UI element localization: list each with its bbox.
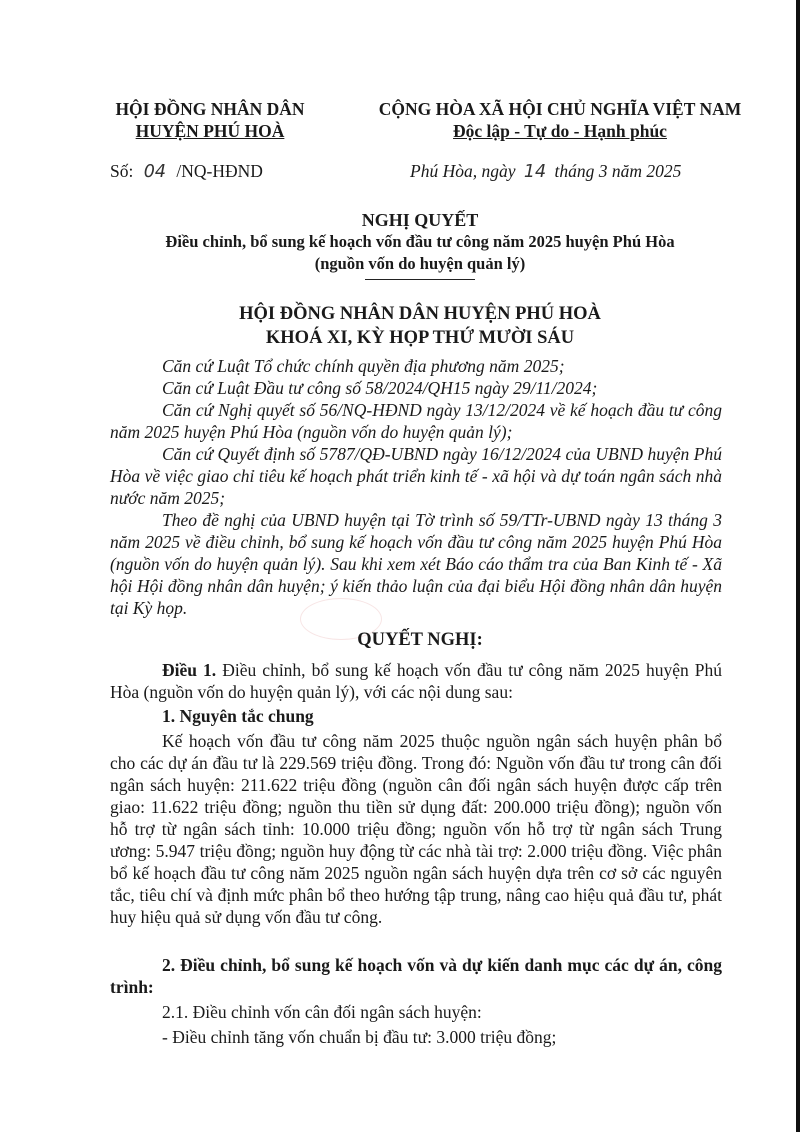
document-number [110, 160, 350, 183]
number-suffix: /NQ-HĐND [176, 161, 263, 181]
date-prefix: Phú Hòa, ngày [410, 161, 516, 181]
basis-item-4: Căn cứ Quyết định số 5787/QĐ-UBND ngày 16/12/2024 của UBND huyện Phú Hòa về việc giao chỉ tiêu kế hoạch phát triển kinh tế - xã hội và dự toán ngân sách nhà nước năm 2025; [110, 444, 722, 508]
national-header [360, 98, 760, 142]
section-2-1-item: - Điều chỉnh tăng vốn chuẩn bị đầu tư: 3.000 triệu đồng; [162, 1027, 557, 1047]
number-prefix: Số: [110, 161, 134, 181]
org-name-line2: HUYỆN PHÚ HOÀ [135, 121, 285, 141]
handwritten-day: 14 [523, 162, 547, 182]
section-2-1: 2.1. Điều chỉnh vốn cân đối ngân sách huyện: [162, 1002, 482, 1022]
basis-item-5: Theo đề nghị của UBND huyện tại Tờ trình số 59/TTr-UBND ngày 13 tháng 3 năm 2025 về điều chỉnh, bổ sung kế hoạch vốn đầu tư công năm 2025 huyện Phú Hòa (nguồn vốn do huyện quản lý). Sau khi xem xét Báo cáo thẩm tra của Ban Kinh tế - Xã hội Hội đồng nhân dân huyện; ý kiến thảo luận của đại biểu Hội đồng nhân dân huyện tại Kỳ họp. [110, 510, 722, 618]
section-1-heading: 1. Nguyên tắc chung [162, 706, 314, 726]
section-2-heading: 2. Điều chỉnh, bổ sung kế hoạch vốn và dự kiến danh mục các dự án, công trình: [110, 955, 722, 997]
date-suffix: tháng 3 năm 2025 [554, 161, 682, 181]
section-1-text: Kế hoạch vốn đầu tư công năm 2025 thuộc nguồn ngân sách huyện phân bổ cho các dự án đầu tư là 229.569 triệu đồng. Trong đó: Nguồn vốn đầu tư trong cân đối ngân sách huyện: 211.622 triệu đồng (nguồn cân đối ngân sách huyện được cấp trên giao: 11.622 triệu đồng; nguồn thu tiền sử dụng đất: 200.000 triệu đồng); nguồn vốn hỗ trợ từ ngân sách tỉnh: 10.000 triệu đồng; nguồn vốn hỗ trợ từ ngân sách Trung ương: 5.947 triệu đồng; nguồn huy động từ các nhà tài trợ: 2.000 triệu đồng. Việc phân bổ kế hoạch đầu tư công năm 2025 nguồn ngân sách huyện dựa trên cơ sở các nguyên tắc, tiêu chí và định mức phân bổ theo hướng tập trung, nâng cao hiệu quả đầu tư, phát huy hiệu quả sử dụng vốn đầu tư công. [110, 731, 722, 927]
title-subject-line2: (nguồn vốn do huyện quản lý) [314, 254, 526, 273]
title-divider [365, 279, 475, 280]
article-1 [110, 659, 722, 703]
council-line2: KHOÁ XI, KỲ HỌP THỨ MƯỜI SÁU [265, 328, 575, 348]
basis-item-2: Căn cứ Luật Đầu tư công số 58/2024/QH15 ngày 29/11/2024; [162, 378, 598, 398]
issuing-org [80, 98, 340, 142]
basis-item-3: Căn cứ Nghị quyết số 56/NQ-HĐND ngày 13/12/2024 về kế hoạch đầu tư công năm 2025 huyện Phú Hòa (nguồn vốn do huyện quản lý); [110, 400, 722, 442]
nation-motto: Độc lập - Tự do - Hạnh phúc [453, 121, 667, 141]
handwritten-number: 04 [143, 162, 167, 182]
resolution-title [80, 209, 760, 280]
article-1-label: Điều 1. [162, 660, 217, 680]
org-name-line1: HỘI ĐỒNG NHÂN DÂN [115, 99, 305, 119]
article-1-text: Điều chỉnh, bổ sung kế hoạch vốn đầu tư công năm 2025 huyện Phú Hòa (nguồn vốn do huyện quản lý), với các nội dung sau: [110, 660, 723, 702]
title-subject-line1: Điều chỉnh, bổ sung kế hoạch vốn đầu tư công năm 2025 huyện Phú Hòa [165, 232, 675, 251]
decision-heading: QUYẾT NGHỊ: [357, 630, 483, 650]
document-date [410, 160, 740, 183]
council-line1: HỘI ĐỒNG NHÂN DÂN HUYỆN PHÚ HOÀ [239, 304, 601, 324]
nation-name: CỘNG HÒA XÃ HỘI CHỦ NGHĨA VIỆT NAM [378, 99, 742, 119]
basis-item-1: Căn cứ Luật Tổ chức chính quyền địa phương năm 2025; [162, 356, 565, 376]
council-heading [80, 302, 760, 350]
title-kind: NGHỊ QUYẾT [361, 210, 479, 230]
